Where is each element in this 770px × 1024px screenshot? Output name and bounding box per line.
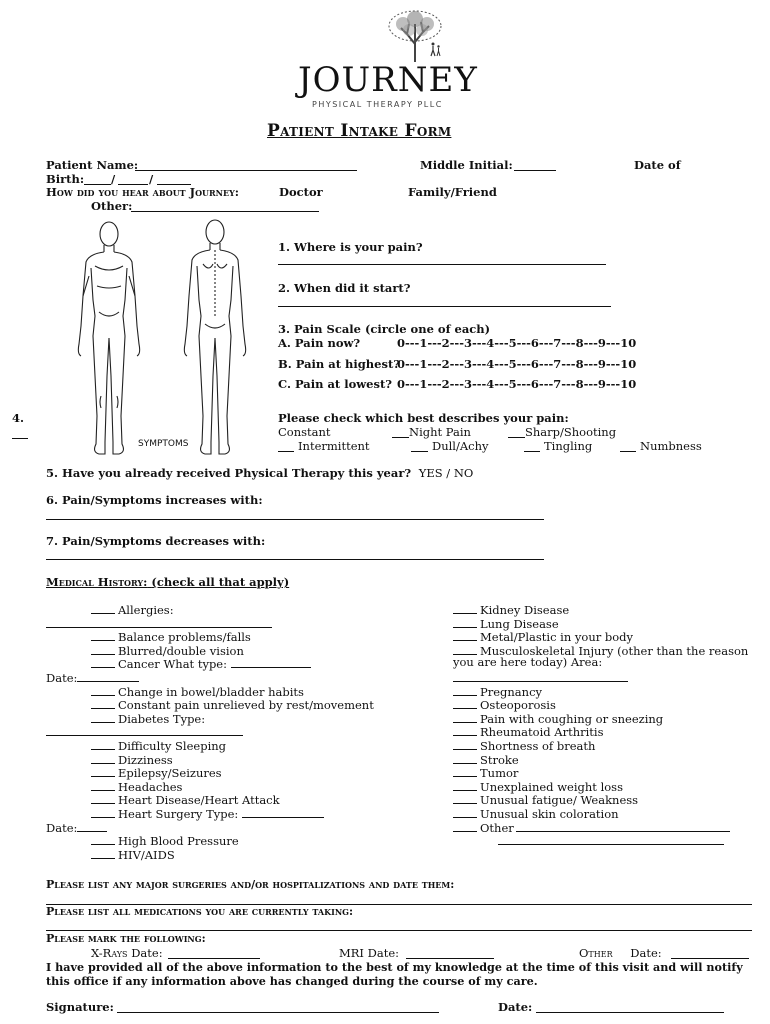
history-item-epilepsy[interactable]: Epilepsy/Seizures (46, 765, 346, 779)
xrays-date-field[interactable] (168, 958, 260, 959)
cancer-date-field[interactable]: Date: (46, 670, 346, 684)
referral-family-option[interactable]: Family/Friend (408, 185, 497, 199)
history-item-blood-pressure[interactable]: High Blood Pressure (46, 833, 346, 847)
history-item-musculoskeletal[interactable]: Musculoskeletal Injury (other than the reason (453, 643, 763, 657)
page-title: Patient Intake Form (267, 121, 452, 141)
medications-field[interactable] (46, 930, 752, 931)
birth-separator: / (149, 172, 154, 186)
mark-following-prompt: Please mark the following: (46, 932, 206, 945)
date-of-birth-label: Date of (634, 158, 681, 172)
xrays-label (91, 946, 163, 960)
pain-intermittent-option[interactable]: Intermittent (298, 439, 370, 453)
history-item-dizziness[interactable]: Dizziness (46, 752, 346, 766)
question-pain-scale: 3. Pain Scale (circle one of each) (278, 322, 491, 336)
question-pain-type: Please check which best describes your pain: (278, 411, 569, 425)
pain-numbness-option[interactable]: Numbness (640, 439, 702, 453)
pain-location-field[interactable] (278, 264, 606, 265)
pain-night-checkbox[interactable] (392, 437, 409, 438)
history-item-skin[interactable]: Unusual skin coloration (453, 806, 763, 820)
history-item-rheumatoid[interactable]: Rheumatoid Arthritis (453, 724, 763, 738)
signature-date-label: Date: (498, 1000, 533, 1014)
birth-separator: / (111, 172, 116, 186)
medical-history-note: (check all that apply) (151, 575, 290, 589)
other-imaging-text: Other (579, 946, 613, 960)
history-item-tumor[interactable]: Tumor (453, 765, 763, 779)
surgeries-prompt: Please list any major surgeries and/or hospitalizations and date them: (46, 878, 455, 891)
question-pain-location: 1. Where is your pain? (278, 240, 423, 254)
other-detail-field[interactable] (453, 833, 763, 847)
history-item-bowel[interactable]: Change in bowel/bladder habits (46, 684, 346, 698)
consent-statement-line1: I have provided all of the above information to the best of my knowledge at the time of this visit and will notify (46, 960, 743, 974)
logo-subtitle: PHYSICAL THERAPY PLLC (312, 100, 443, 109)
history-item-other[interactable]: Other (453, 820, 763, 834)
question-increases: 6. Pain/Symptoms increases with: (46, 493, 263, 507)
other-imaging-label (579, 946, 662, 960)
medications-prompt: Please list all medications you are currently taking: (46, 905, 354, 918)
history-item-weight-loss[interactable]: Unexplained weight loss (453, 779, 763, 793)
pain-lowest-label: C. Pain at lowest? (278, 377, 393, 391)
patient-name-label: Patient Name: (46, 158, 139, 172)
pain-start-field[interactable] (278, 306, 611, 307)
mri-date-field[interactable] (406, 958, 494, 959)
history-item-breath[interactable]: Shortness of breath (453, 738, 763, 752)
question-decreases: 7. Pain/Symptoms decreases with: (46, 534, 266, 548)
history-item-cancer[interactable]: Cancer What type: (46, 656, 346, 670)
pain-dull-option[interactable]: Dull/Achy (432, 439, 489, 453)
medical-history-title: Medical History: (46, 575, 148, 589)
symptoms-label: SYMPTOMS (138, 439, 189, 449)
history-item-coughing[interactable]: Pain with coughing or sneezing (453, 711, 763, 725)
pain-numbness-checkbox[interactable] (620, 451, 636, 452)
signature-date-field[interactable] (536, 1012, 724, 1013)
history-item-heart[interactable]: Heart Disease/Heart Attack (46, 792, 346, 806)
pain-intermittent-checkbox[interactable] (278, 451, 294, 452)
history-item-stroke[interactable]: Stroke (453, 752, 763, 766)
pain-sharp-option[interactable]: Sharp/Shooting (525, 425, 617, 439)
other-imaging-date-field[interactable] (671, 958, 749, 959)
pain-sharp-checkbox[interactable] (508, 437, 525, 438)
history-item-fatigue[interactable]: Unusual fatigue/ Weakness (453, 792, 763, 806)
referral-question (46, 185, 239, 199)
pain-constant-option[interactable]: Constant (278, 425, 331, 439)
history-item-metal[interactable]: Metal/Plastic in your body (453, 629, 763, 643)
question-pain-start: 2. When did it start? (278, 281, 411, 295)
signature-field[interactable] (117, 1012, 439, 1013)
increases-field[interactable] (46, 519, 544, 520)
history-item-lung[interactable]: Lung Disease (453, 616, 763, 630)
xrays-date-label: Date: (131, 946, 163, 960)
logo-name: JOURNEY (298, 60, 478, 100)
history-item-kidney[interactable]: Kidney Disease (453, 602, 763, 616)
xrays-text: X-Rays (91, 946, 128, 960)
referral-other-field[interactable] (131, 211, 319, 212)
referral-doctor-option[interactable]: Doctor (279, 185, 323, 199)
body-back-figure (184, 220, 245, 454)
pain-now-label: A. Pain now? (278, 336, 361, 350)
history-item-diabetes[interactable]: Diabetes Type: (46, 711, 346, 725)
question-prior-therapy (46, 466, 473, 480)
allergies-detail-field[interactable] (46, 616, 346, 630)
diabetes-detail-field[interactable] (46, 724, 346, 738)
referral-question-text: How did you hear about Journey: (46, 185, 240, 199)
middle-initial-field[interactable] (514, 170, 556, 171)
musculoskeletal-area-label: you are here today) Area: (453, 655, 603, 670)
heart-surgery-date-field[interactable]: Date: (46, 820, 346, 834)
medical-history-left-column (46, 602, 374, 862)
question-prior-therapy-text: 5. Have you already received Physical Therapy this year? (46, 466, 412, 480)
history-item-sleeping[interactable]: Difficulty Sleeping (46, 738, 346, 752)
pain-now-scale[interactable]: 0---1---2---3---4---5---6---7---8---9---10 (397, 336, 637, 350)
history-item-heart-surgery[interactable]: Heart Surgery Type: (46, 806, 346, 820)
body-front-figure (78, 222, 139, 454)
history-item-hiv[interactable]: HIV/AIDS (46, 847, 346, 861)
musculoskeletal-area-field[interactable] (453, 670, 763, 684)
pain-highest-label: B. Pain at highest? (278, 357, 400, 371)
history-item-headaches[interactable]: Headaches (46, 779, 346, 793)
history-item-balance[interactable]: Balance problems/falls (46, 629, 346, 643)
mri-date-label: MRI Date: (339, 946, 400, 960)
pain-lowest-scale[interactable]: 0---1---2---3---4---5---6---7---8---9---10 (397, 377, 637, 391)
pain-tingling-option[interactable]: Tingling (544, 439, 593, 453)
signature-label: Signature: (46, 1000, 114, 1014)
history-item-allergies[interactable]: Allergies: (46, 602, 346, 616)
history-item-osteoporosis[interactable]: Osteoporosis (453, 697, 763, 711)
medical-history-right-column (453, 602, 763, 847)
history-item-constant-pain[interactable]: Constant pain unrelieved by rest/movement (46, 697, 346, 711)
decreases-field[interactable] (46, 559, 544, 560)
question-four-number: 4. (12, 411, 25, 425)
middle-initial-label: Middle Initial: (420, 158, 513, 172)
medical-history-heading (46, 575, 289, 589)
referral-other-label: Other: (91, 199, 133, 213)
history-item-blurred-vision[interactable]: Blurred/double vision (46, 643, 346, 657)
question-four-checkbox[interactable] (12, 438, 28, 439)
patient-name-field[interactable] (135, 170, 357, 171)
pain-dull-checkbox[interactable] (411, 451, 428, 452)
pain-tingling-checkbox[interactable] (524, 451, 540, 452)
tree-logo-icon (385, 10, 445, 62)
pain-highest-scale[interactable]: 0---1---2---3---4---5---6---7---8---9---10 (397, 357, 637, 371)
other-imaging-date-label: Date: (630, 946, 662, 960)
history-item-pregnancy[interactable]: Pregnancy (453, 684, 763, 698)
prior-therapy-options[interactable]: YES / NO (418, 466, 474, 480)
body-diagram[interactable] (75, 216, 255, 462)
birth-label: Birth: (46, 172, 85, 186)
consent-statement-line2: this office if any information above has changed during the course of my care. (46, 974, 538, 988)
pain-night-option[interactable]: Night Pain (409, 425, 471, 439)
